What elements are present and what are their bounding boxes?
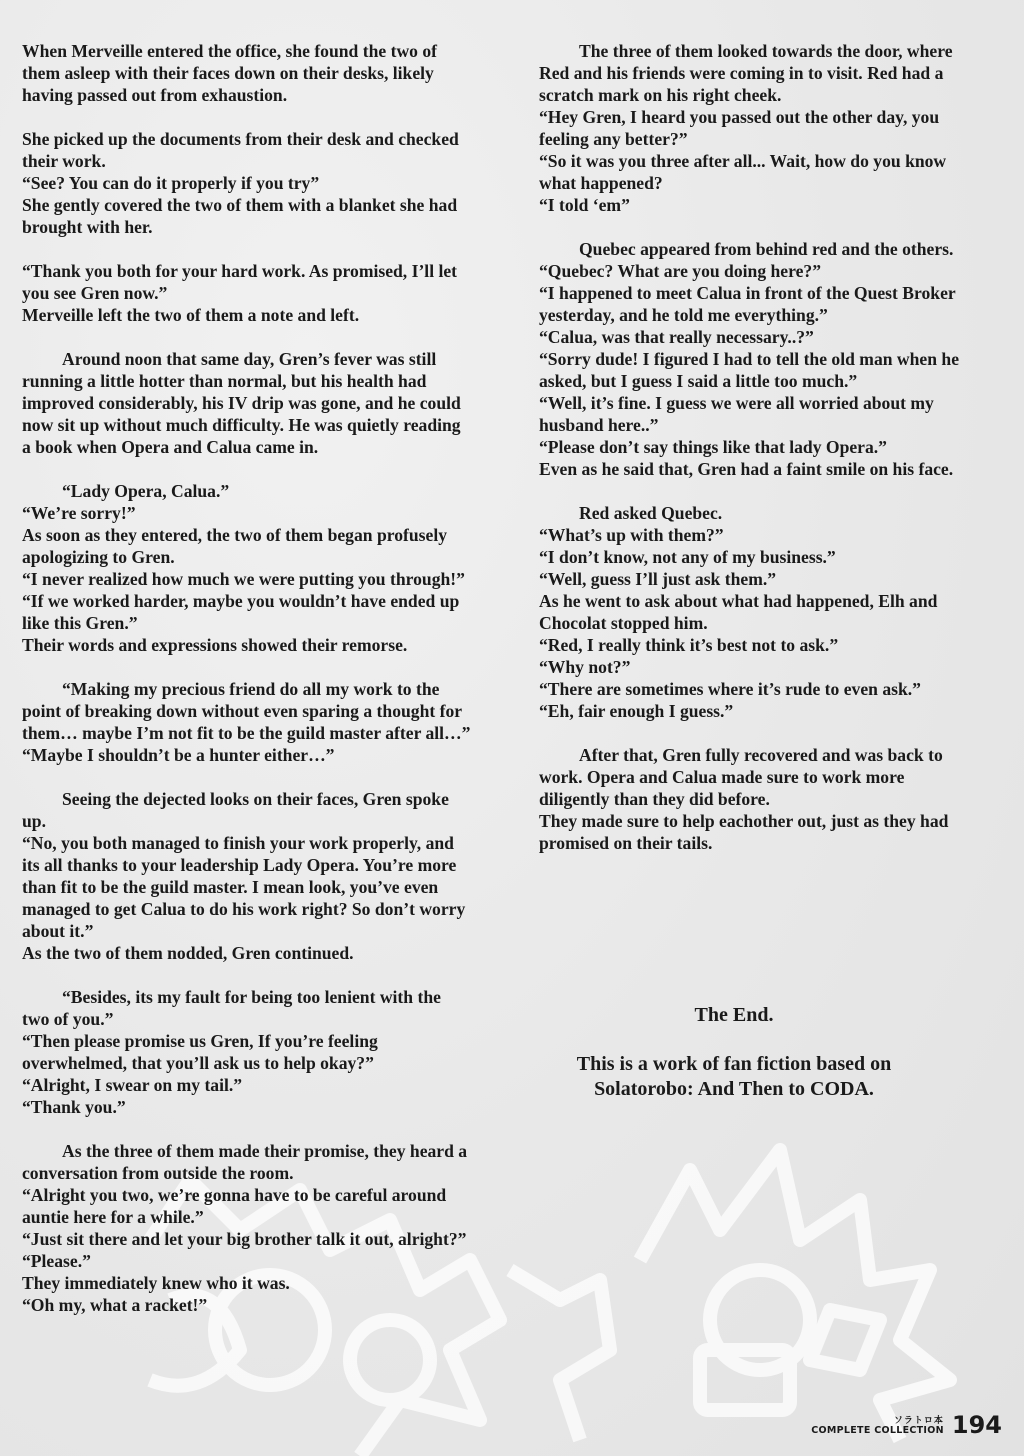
paragraph: “I happened to meet Calua in front of the Quest Broker yesterday, and he told me everything.” [539, 283, 956, 325]
paragraph: “Besides, its my fault for being too lenient with the two of you.” [22, 987, 441, 1029]
paragraph: The three of them looked towards the door, where Red and his friends were coming in to visit. Red had a scratch mark on his right cheek. [539, 41, 953, 105]
paragraph: “Why not?” [539, 657, 631, 677]
paragraph: As the three of them made their promise, they heard a conversation from outside the room. [22, 1141, 468, 1183]
paragraph-gap [22, 326, 472, 348]
japanese-title: ソラトロ本 [893, 1416, 944, 1426]
paragraph: Even as he said that, Gren had a faint smile on his face. [539, 459, 954, 479]
paragraph: “Hey Gren, I heard you passed out the other day, you feeling any better?” [539, 107, 940, 149]
paragraph: “So it was you three after all... Wait, how do you know what happened? [539, 151, 947, 193]
disclaimer-line-1: This is a work of fan fiction based on [576, 1053, 892, 1075]
paragraph: Around noon that same day, Gren’s fever was still running a little hotter than normal, but his health had improved considerably, his IV drip was gone, and he could now sit up without much difficulty. He was quietly reading a book when Opera and Calua came in. [22, 349, 461, 457]
paragraph: “Maybe I shouldn’t be a hunter either…” [22, 745, 335, 765]
paragraph: Their words and expressions showed their remorse. [22, 635, 408, 655]
paragraph: “I never realized how much we were putting you through!” [22, 569, 465, 589]
paragraph-gap [22, 656, 472, 678]
paragraph: “Calua, was that really necessary..?” [539, 327, 814, 347]
paragraph: “Alright, I swear on my tail.” [22, 1075, 243, 1095]
page-number: 194 [951, 1411, 1002, 1439]
paragraph-gap [539, 216, 979, 238]
paragraph: “I told ‘em” [539, 195, 630, 215]
paragraph: “Lady Opera, Calua.” [62, 481, 230, 501]
paragraph: “Please.” [22, 1251, 91, 1271]
paragraph: “Please don’t say things like that lady Opera.” [539, 437, 887, 457]
paragraph: “There are sometimes where it’s rude to even ask.” [539, 679, 921, 699]
collection-label: COMPLETE COLLECTION [811, 1425, 944, 1436]
paragraph: As the two of them nodded, Gren continued. [22, 943, 354, 963]
paragraph-gap [22, 458, 472, 480]
paragraph: When Merveille entered the office, she found the two of them asleep with their faces down on their desks, likely having passed out from exhaustion. [22, 41, 437, 105]
paragraph: “Oh my, what a racket!” [22, 1295, 208, 1315]
ending-block [539, 1003, 929, 1102]
paragraph-gap [22, 238, 472, 260]
paragraph: “I don’t know, not any of my business.” [539, 547, 836, 567]
paragraph: She gently covered the two of them with a blanket she had brought with her. [22, 195, 458, 237]
paragraph: “See? You can do it properly if you try” [22, 173, 320, 193]
paragraph: They made sure to help eachother out, just as they had promised on their tails. [539, 811, 949, 853]
paragraph: “Well, it’s fine. I guess we were all worried about my husband here..” [539, 393, 934, 435]
paragraph: “If we worked harder, maybe you wouldn’t have ended up like this Gren.” [22, 591, 460, 633]
paragraph: “Thank you.” [22, 1097, 126, 1117]
paragraph: She picked up the documents from their desk and checked their work. [22, 129, 459, 171]
paragraph: As he went to ask about what had happened, Elh and Chocolat stopped him. [539, 591, 938, 633]
paragraph-gap [22, 1118, 472, 1140]
page-footer [811, 1411, 1002, 1439]
the-end-text: The End. [694, 1004, 774, 1026]
disclaimer-line-2: Solatorobo: And Then to CODA. [594, 1078, 874, 1100]
paragraph: “Quebec? What are you doing here?” [539, 261, 821, 281]
paragraph: Merveille left the two of them a note and left. [22, 305, 360, 325]
paragraph: “Making my precious friend do all my work to the point of breaking down without even sparing a thought for them… maybe I’m not fit to be the guild master after all…” [22, 679, 471, 743]
left-text-column [22, 40, 472, 1316]
paragraph: “Well, guess I’ll just ask them.” [539, 569, 777, 589]
paragraph-gap [22, 766, 472, 788]
paragraph: “Sorry dude! I figured I had to tell the old man when he asked, but I guess I said a little too much.” [539, 349, 960, 391]
paragraph: Red asked Quebec. [579, 503, 723, 523]
paragraph: “Red, I really think it’s best not to ask.” [539, 635, 839, 655]
paragraph: Seeing the dejected looks on their faces, Gren spoke up. [22, 789, 449, 831]
paragraph: “Alright you two, we’re gonna have to be careful around auntie here for a while.” [22, 1185, 447, 1227]
paragraph: Quebec appeared from behind red and the others. [579, 239, 954, 259]
paragraph-gap [22, 964, 472, 986]
footer-label [811, 1416, 944, 1436]
right-text-column [539, 40, 979, 854]
paragraph: “No, you both managed to finish your work properly, and its all thanks to your leadership Lady Opera. You’re more than fit to be the guild master. I mean look, you’ve even managed to get Calua to do his work right? So don’t worry about it.” [22, 833, 466, 941]
paragraph: “We’re sorry!” [22, 503, 136, 523]
paragraph: After that, Gren fully recovered and was back to work. Opera and Calua made sure to work more diligently than they did before. [539, 745, 943, 809]
paragraph-gap [22, 106, 472, 128]
paragraph: As soon as they entered, the two of them began profusely apologizing to Gren. [22, 525, 448, 567]
paragraph: “Eh, fair enough I guess.” [539, 701, 734, 721]
paragraph: “Thank you both for your hard work. As promised, I’ll let you see Gren now.” [22, 261, 458, 303]
paragraph-gap [539, 480, 979, 502]
paragraph: “What’s up with them?” [539, 525, 724, 545]
paragraph: “Just sit there and let your big brother talk it out, alright?” [22, 1229, 467, 1249]
paragraph: “Then please promise us Gren, If you’re feeling overwhelmed, that you’ll ask us to help okay?” [22, 1031, 378, 1073]
paragraph: They immediately knew who it was. [22, 1273, 290, 1293]
paragraph-gap [539, 722, 979, 744]
